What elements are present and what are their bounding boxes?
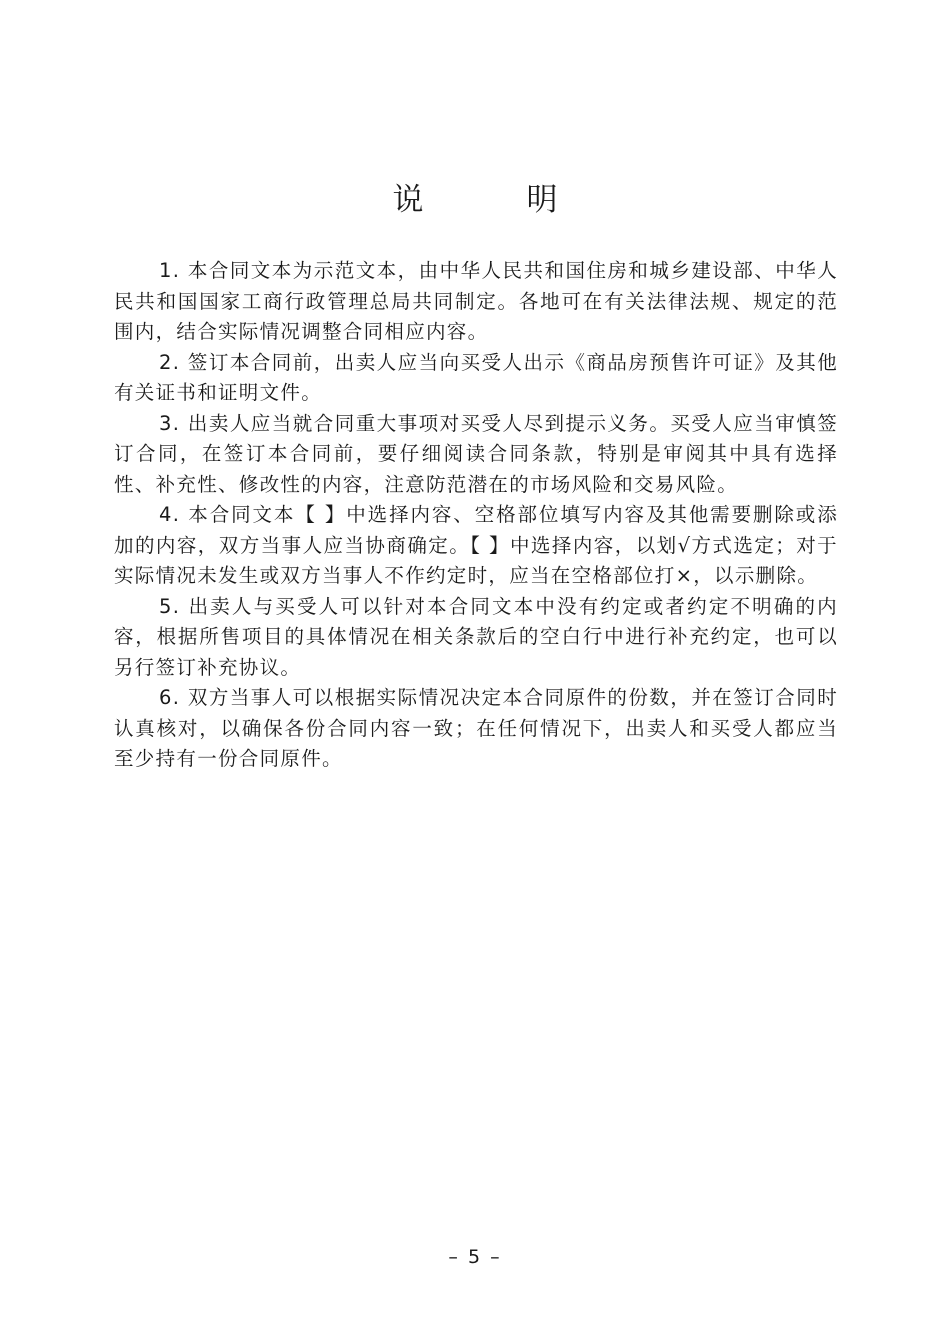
paragraph-6: 6. 双方当事人可以根据实际情况决定本合同原件的份数，并在签订合同时认真核对，以确保各份合同内容一致；在任何情况下，出卖人和买受人都应当至少持有一份合同原件。	[114, 686, 838, 770]
paragraph-5: 5. 出卖人与买受人可以针对本合同文本中没有约定或者约定不明确的内容，根据所售项目的具体情况在相关条款后的空白行中进行补充约定，也可以另行签订补充协议。	[114, 594, 838, 679]
page-number: – 5 –	[448, 1246, 502, 1268]
paragraph-1: 1. 本合同文本为示范文本，由中华人民共和国住房和城乡建设部、中华人民共和国国家工商行政管理总局共同制定。各地可在有关法律法规、规定的范围内，结合实际情况调整合同相应内容。	[114, 259, 838, 343]
instructions-body	[114, 256, 838, 775]
page-title: 说 明	[392, 182, 594, 218]
paragraph-3: 3. 出卖人应当就合同重大事项对买受人尽到提示义务。买受人应当审慎签订合同，在签订本合同前，要仔细阅读合同条款，特别是审阅其中具有选择性、补充性、修改性的内容，注意防范潜在的市场风险和交易风险。	[114, 411, 838, 496]
paragraph-2: 2. 签订本合同前，出卖人应当向买受人出示《商品房预售许可证》及其他有关证书和证明文件。	[114, 350, 838, 404]
paragraph-4: 4. 本合同文本【 】中选择内容、空格部位填写内容及其他需要删除或添加的内容，双方当事人应当协商确定。【 】中选择内容，以划√方式选定；对于实际情况未发生或双方当事人不作约定时，应当在空格部位打×，以示删除。	[114, 503, 838, 587]
